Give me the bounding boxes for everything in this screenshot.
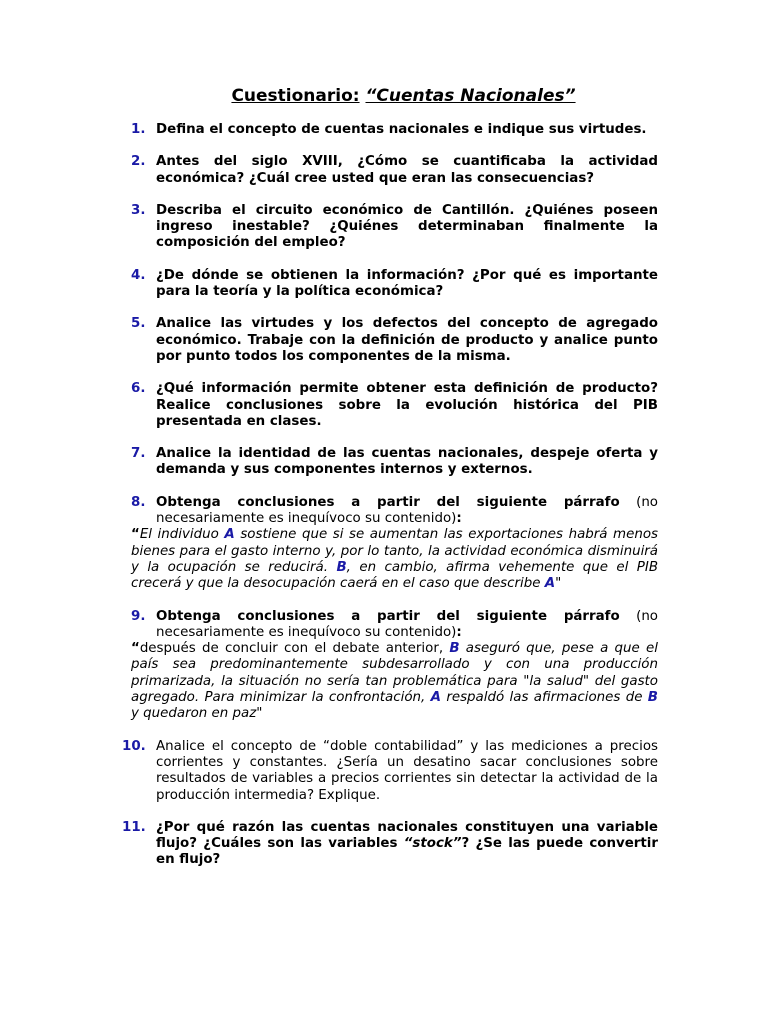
quote-text: aseguró que, pese a que el país sea predominantemente subdesarrollado y con una producción primarizada, la situación no sería tan problemática para "la salud" del gasto agregado. Para minimizar la confrontación, [131, 641, 658, 706]
question-number: 8. [131, 494, 146, 510]
question-text: ¿Qué información permite obtener esta definición de producto? Realice conclusiones sobre la evolución histórica del PIB presentada en clases. [156, 381, 658, 429]
question-7 [131, 446, 658, 479]
question-text: ? ¿Se las puede convertir en flujo? [156, 836, 658, 868]
question-text: ¿De dónde se obtienen la información? ¿Por qué es importante para la teoría y la política económica? [156, 267, 658, 300]
quote-text: después de concluir con el debate anterior, [139, 641, 450, 657]
page-title [131, 86, 658, 106]
question-11 [122, 819, 658, 869]
question-number: 10. [122, 738, 146, 754]
question-lead: Obtenga conclusiones a partir del siguiente párrafo [156, 608, 620, 624]
question-number: 11. [122, 819, 146, 835]
question-4 [131, 268, 658, 301]
question-text: Antes del siglo XVIII, ¿Cómo se cuantificaba la actividad económica? ¿Cuál cree usted que eran las consecuencias? [156, 154, 658, 186]
person-b: B [647, 690, 658, 706]
question-number: 4. [131, 267, 146, 283]
quote-9 [131, 641, 658, 722]
question-8 [131, 495, 658, 528]
question-text: ¿Por qué razón las cuentas nacionales constituyen una variable flujo? ¿Cuáles son las variables [156, 819, 658, 852]
question-text: Analice la identidad de las cuentas nacionales, despeje oferta y demanda y sus componentes internos y externos. [156, 446, 658, 478]
stock-term: “stock” [403, 836, 462, 852]
question-number: 1. [131, 122, 146, 137]
question-number: 9. [131, 608, 146, 624]
person-a: A [430, 690, 441, 706]
question-text: Defina el concepto de cuentas nacionales e indique sus virtudes. [156, 122, 647, 137]
person-b: B [336, 559, 347, 575]
question-text: Analice las virtudes y los defectos del concepto de agregado económico. Trabaje con la definición de producto y analice punto por punto todos los componentes de la misma. [156, 316, 658, 364]
person-a: A [544, 576, 556, 592]
quote-open: “ [131, 641, 140, 657]
question-number: 7. [131, 446, 146, 462]
question-colon: : [456, 624, 462, 640]
question-number: 3. [131, 202, 146, 218]
question-note: (no necesariamente es inequívoco su contenido) [156, 494, 658, 527]
quote-close: " [555, 576, 562, 592]
quote-open: “ [131, 527, 140, 543]
quote-8 [131, 527, 658, 592]
question-6 [131, 381, 658, 430]
quote-text: , en cambio, afirma vehemente que el PIB crecerá y que la desocupación caerá en el caso que describe [131, 559, 659, 592]
question-number: 2. [131, 154, 146, 170]
person-a: A [224, 527, 235, 543]
question-number: 6. [131, 381, 146, 397]
title-italic: “Cuentas Nacionales” [365, 86, 576, 106]
quote-text: respaldó las afirmaciones de [441, 690, 648, 706]
quote-text: El individuo [139, 527, 225, 543]
question-9 [131, 609, 658, 642]
question-lead: Obtenga conclusiones a partir del siguiente párrafo [156, 494, 620, 510]
question-5 [131, 316, 658, 365]
question-3 [131, 203, 658, 252]
question-number: 5. [131, 316, 146, 332]
question-text: Describa el circuito económico de Cantillón. ¿Quiénes poseen ingreso inestable? ¿Quiénes determinaban finalmente la composición del empleo? [156, 202, 658, 251]
question-1 [131, 122, 658, 138]
question-text: Analice el concepto de “doble contabilidad” y las mediciones a precios corrientes y constantes. ¿Sería un desatino sacar conclusiones sobre resultados de variables a precios corrientes sin detectar la actividad de la producción intermedia? Explique. [156, 738, 658, 803]
quote-text: sostiene que si se aumentan las exportaciones habrá menos bienes para el gasto interno y, por lo tanto, la actividad económica disminuirá y la ocupación se reducirá. [131, 527, 658, 575]
question-10 [122, 738, 658, 804]
quote-text: y quedaron en paz" [131, 706, 263, 722]
question-colon: : [456, 511, 462, 527]
title-prefix: Cuestionario: [231, 86, 360, 106]
person-b: B [449, 641, 460, 657]
question-note: (no necesariamente es inequívoco su contenido) [156, 608, 658, 640]
question-2 [131, 154, 658, 187]
